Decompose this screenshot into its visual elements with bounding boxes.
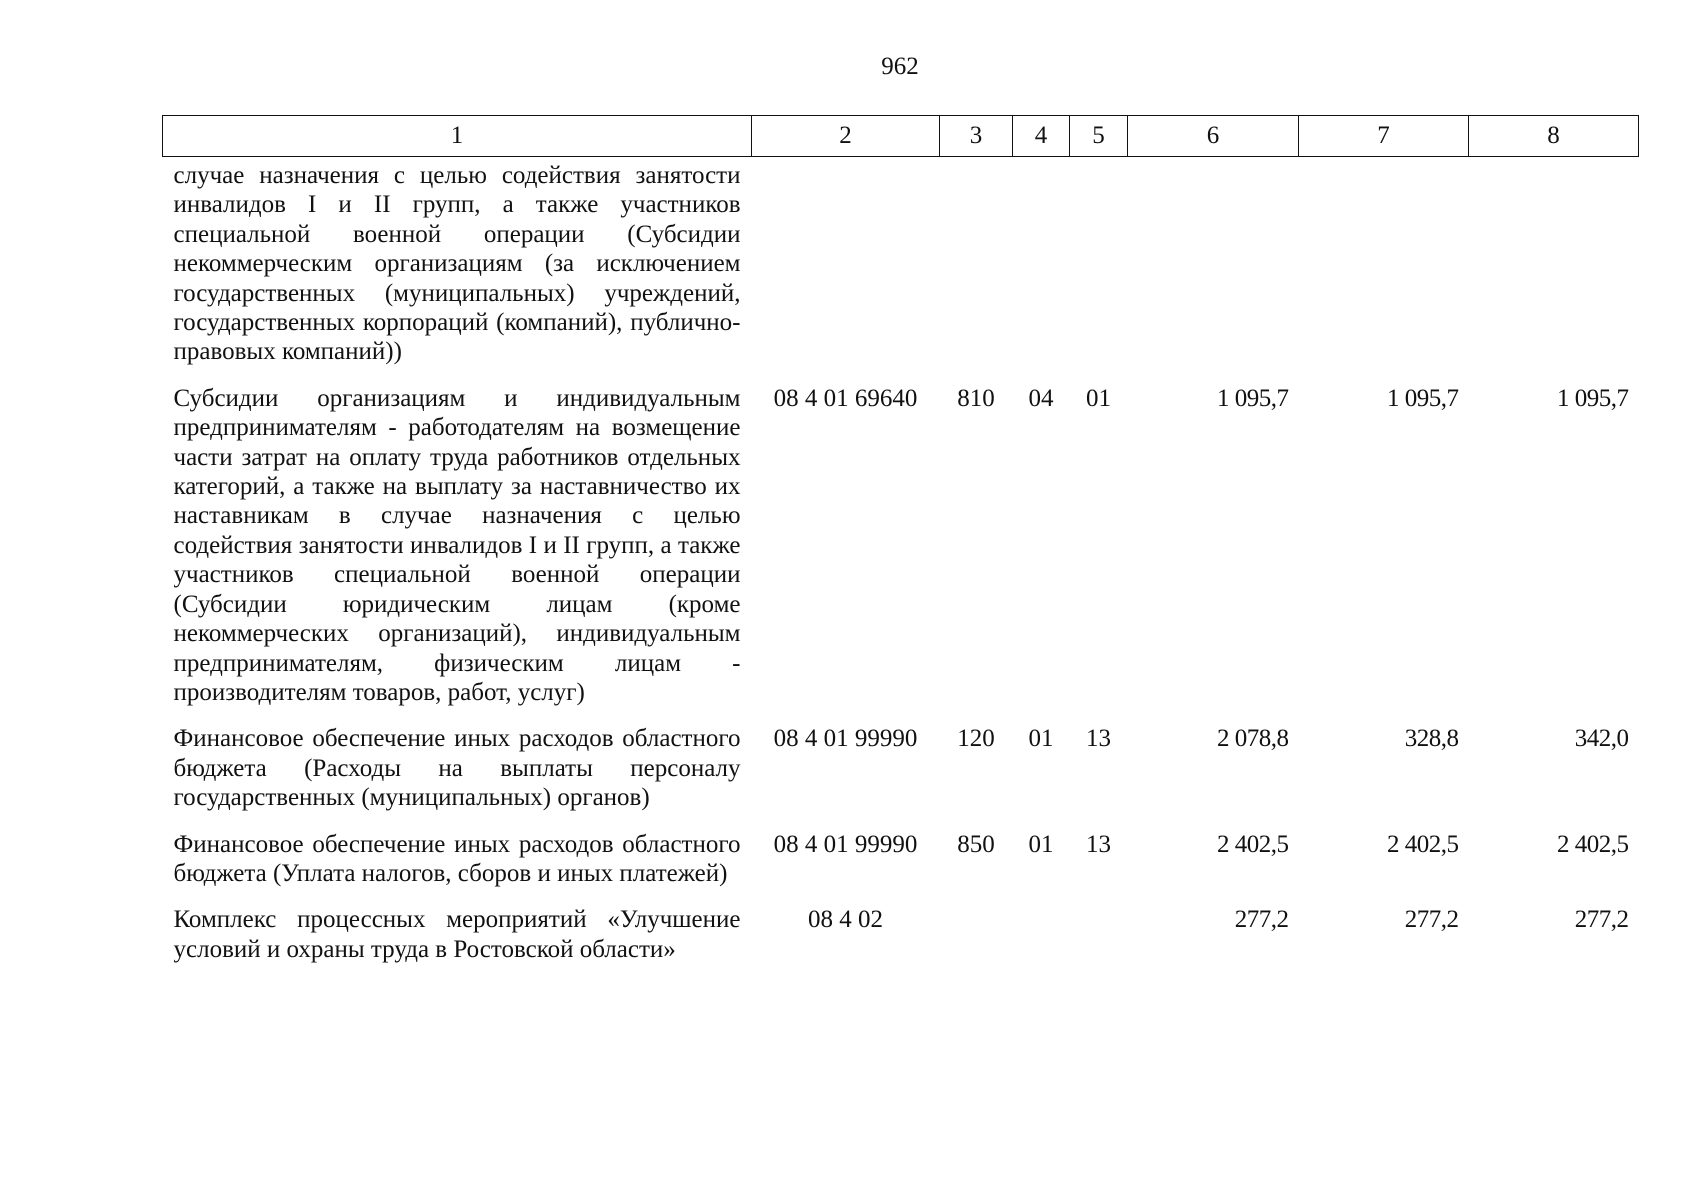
row-expense-type: 810 xyxy=(957,384,995,412)
row-description: Финансовое обеспечение иных расходов областного бюджета (Уплата налогов, сборов и иных платежей) xyxy=(173,830,741,887)
row-target-code: 08 4 02 xyxy=(808,906,883,934)
table-row xyxy=(163,720,1639,825)
row-subsection: 13 xyxy=(1086,830,1111,858)
row-amount-col-7: 277,2 xyxy=(1404,906,1459,934)
row-target-code: 08 4 01 99990 xyxy=(773,830,918,858)
row-description: Финансовое обеспечение иных расходов областного бюджета (Расходы на выплаты персоналу государственных (муниципальных) органов) xyxy=(173,725,741,812)
row-amount-col-8: 277,2 xyxy=(1574,906,1629,934)
header-col-1: 1 xyxy=(163,116,752,157)
budget-table xyxy=(162,115,1639,977)
row-amount-col-6: 2 078,8 xyxy=(1217,725,1289,753)
row-expense-type xyxy=(940,901,1013,977)
row-amount-col-8: 342,0 xyxy=(1574,725,1629,753)
row-section: 04 xyxy=(1028,384,1054,412)
row-target-code xyxy=(752,157,940,380)
header-col-6: 6 xyxy=(1128,116,1299,157)
header-col-2: 2 xyxy=(752,116,940,157)
row-section xyxy=(1013,901,1070,977)
row-target-code: 08 4 01 99990 xyxy=(773,725,918,753)
row-expense-type: 850 xyxy=(957,830,995,858)
header-col-3: 3 xyxy=(940,116,1013,157)
table-header-row xyxy=(163,116,1639,157)
table-row xyxy=(163,380,1639,720)
row-subsection: 13 xyxy=(1086,725,1111,753)
row-amount-col-7: 1 095,7 xyxy=(1387,384,1459,412)
page-number: 962 xyxy=(881,53,919,80)
row-amount-col-7: 2 402,5 xyxy=(1387,830,1459,858)
row-expense-type xyxy=(940,157,1013,380)
row-target-code: 08 4 01 69640 xyxy=(773,384,918,412)
row-section xyxy=(1013,157,1070,380)
row-amount-col-6: 2 402,5 xyxy=(1217,830,1289,858)
row-subsection xyxy=(1070,901,1128,977)
row-expense-type: 120 xyxy=(957,725,995,753)
row-amount-col-7 xyxy=(1299,157,1469,380)
row-amount-col-6: 277,2 xyxy=(1234,906,1289,934)
row-amount-col-7: 328,8 xyxy=(1404,725,1459,753)
table-row xyxy=(163,826,1639,902)
row-amount-col-8: 1 095,7 xyxy=(1557,384,1629,412)
row-amount-col-6 xyxy=(1128,157,1299,380)
row-section: 01 xyxy=(1028,830,1054,858)
table-row xyxy=(163,901,1639,977)
row-amount-col-8: 2 402,5 xyxy=(1557,830,1629,858)
row-description: случае назначения с целью содействия занятости инвалидов I и II групп, а также участников специальной военной операции (Субсидии некоммерческим организациям (за исключением государственных (муниципальных) учреждений, государственных корпораций (компаний), публично-правовых компаний)) xyxy=(173,162,741,366)
header-col-4: 4 xyxy=(1013,116,1070,157)
table-row xyxy=(163,157,1639,380)
header-col-7: 7 xyxy=(1299,116,1469,157)
row-subsection xyxy=(1070,157,1128,380)
row-subsection: 01 xyxy=(1086,384,1111,412)
header-col-5: 5 xyxy=(1070,116,1128,157)
row-amount-col-8 xyxy=(1469,157,1639,380)
row-amount-col-6: 1 095,7 xyxy=(1217,384,1289,412)
row-description: Комплекс процессных мероприятий «Улучшение условий и охраны труда в Ростовской области» xyxy=(173,906,741,963)
row-section: 01 xyxy=(1028,725,1054,753)
header-col-8: 8 xyxy=(1469,116,1639,157)
row-description: Субсидии организациям и индивидуальным предпринимателям - работодателям на возмещение части затрат на оплату труда работников отдельных категорий, а также на выплату за наставничество их наставникам в случае назначения с целью содействия занятости инвалидов I и II групп, а также участников специальной военной операции (Субсидии юридическим лицам (кроме некоммерческих организаций), индивидуальным предпринимателям, физическим лицам - производителям товаров, работ, услуг) xyxy=(173,384,741,706)
